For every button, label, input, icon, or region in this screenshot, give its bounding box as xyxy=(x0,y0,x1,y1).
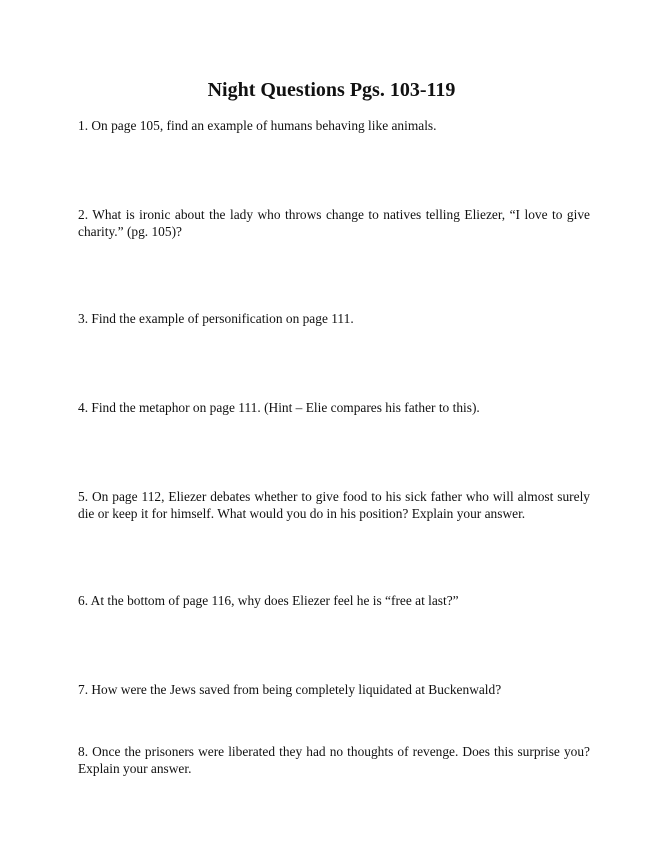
question-1: 1. On page 105, find an example of humans behaving like animals. xyxy=(78,118,437,133)
page-title: Night Questions Pgs. 103-119 xyxy=(207,79,456,101)
question-7: 7. How were the Jews saved from being completely liquidated at Buckenwald? xyxy=(78,682,502,697)
question-3: 3. Find the example of personification on page 111. xyxy=(78,311,354,326)
question-6: 6. At the bottom of page 116, why does Eliezer feel he is “free at last?” xyxy=(78,593,459,608)
question-5: 5. On page 112, Eliezer debates whether to give food to his sick father who will almost surely die or keep it for himself. What would you do in his position? Explain your answer. xyxy=(78,489,590,521)
question-8: 8. Once the prisoners were liberated they had no thoughts of revenge. Does this surprise you? Explain your answer. xyxy=(78,744,590,776)
question-4: 4. Find the metaphor on page 111. (Hint – Elie compares his father to this). xyxy=(78,400,480,415)
question-2: 2. What is ironic about the lady who throws change to natives telling Eliezer, “I love to give charity.” (pg. 105)? xyxy=(78,207,590,239)
